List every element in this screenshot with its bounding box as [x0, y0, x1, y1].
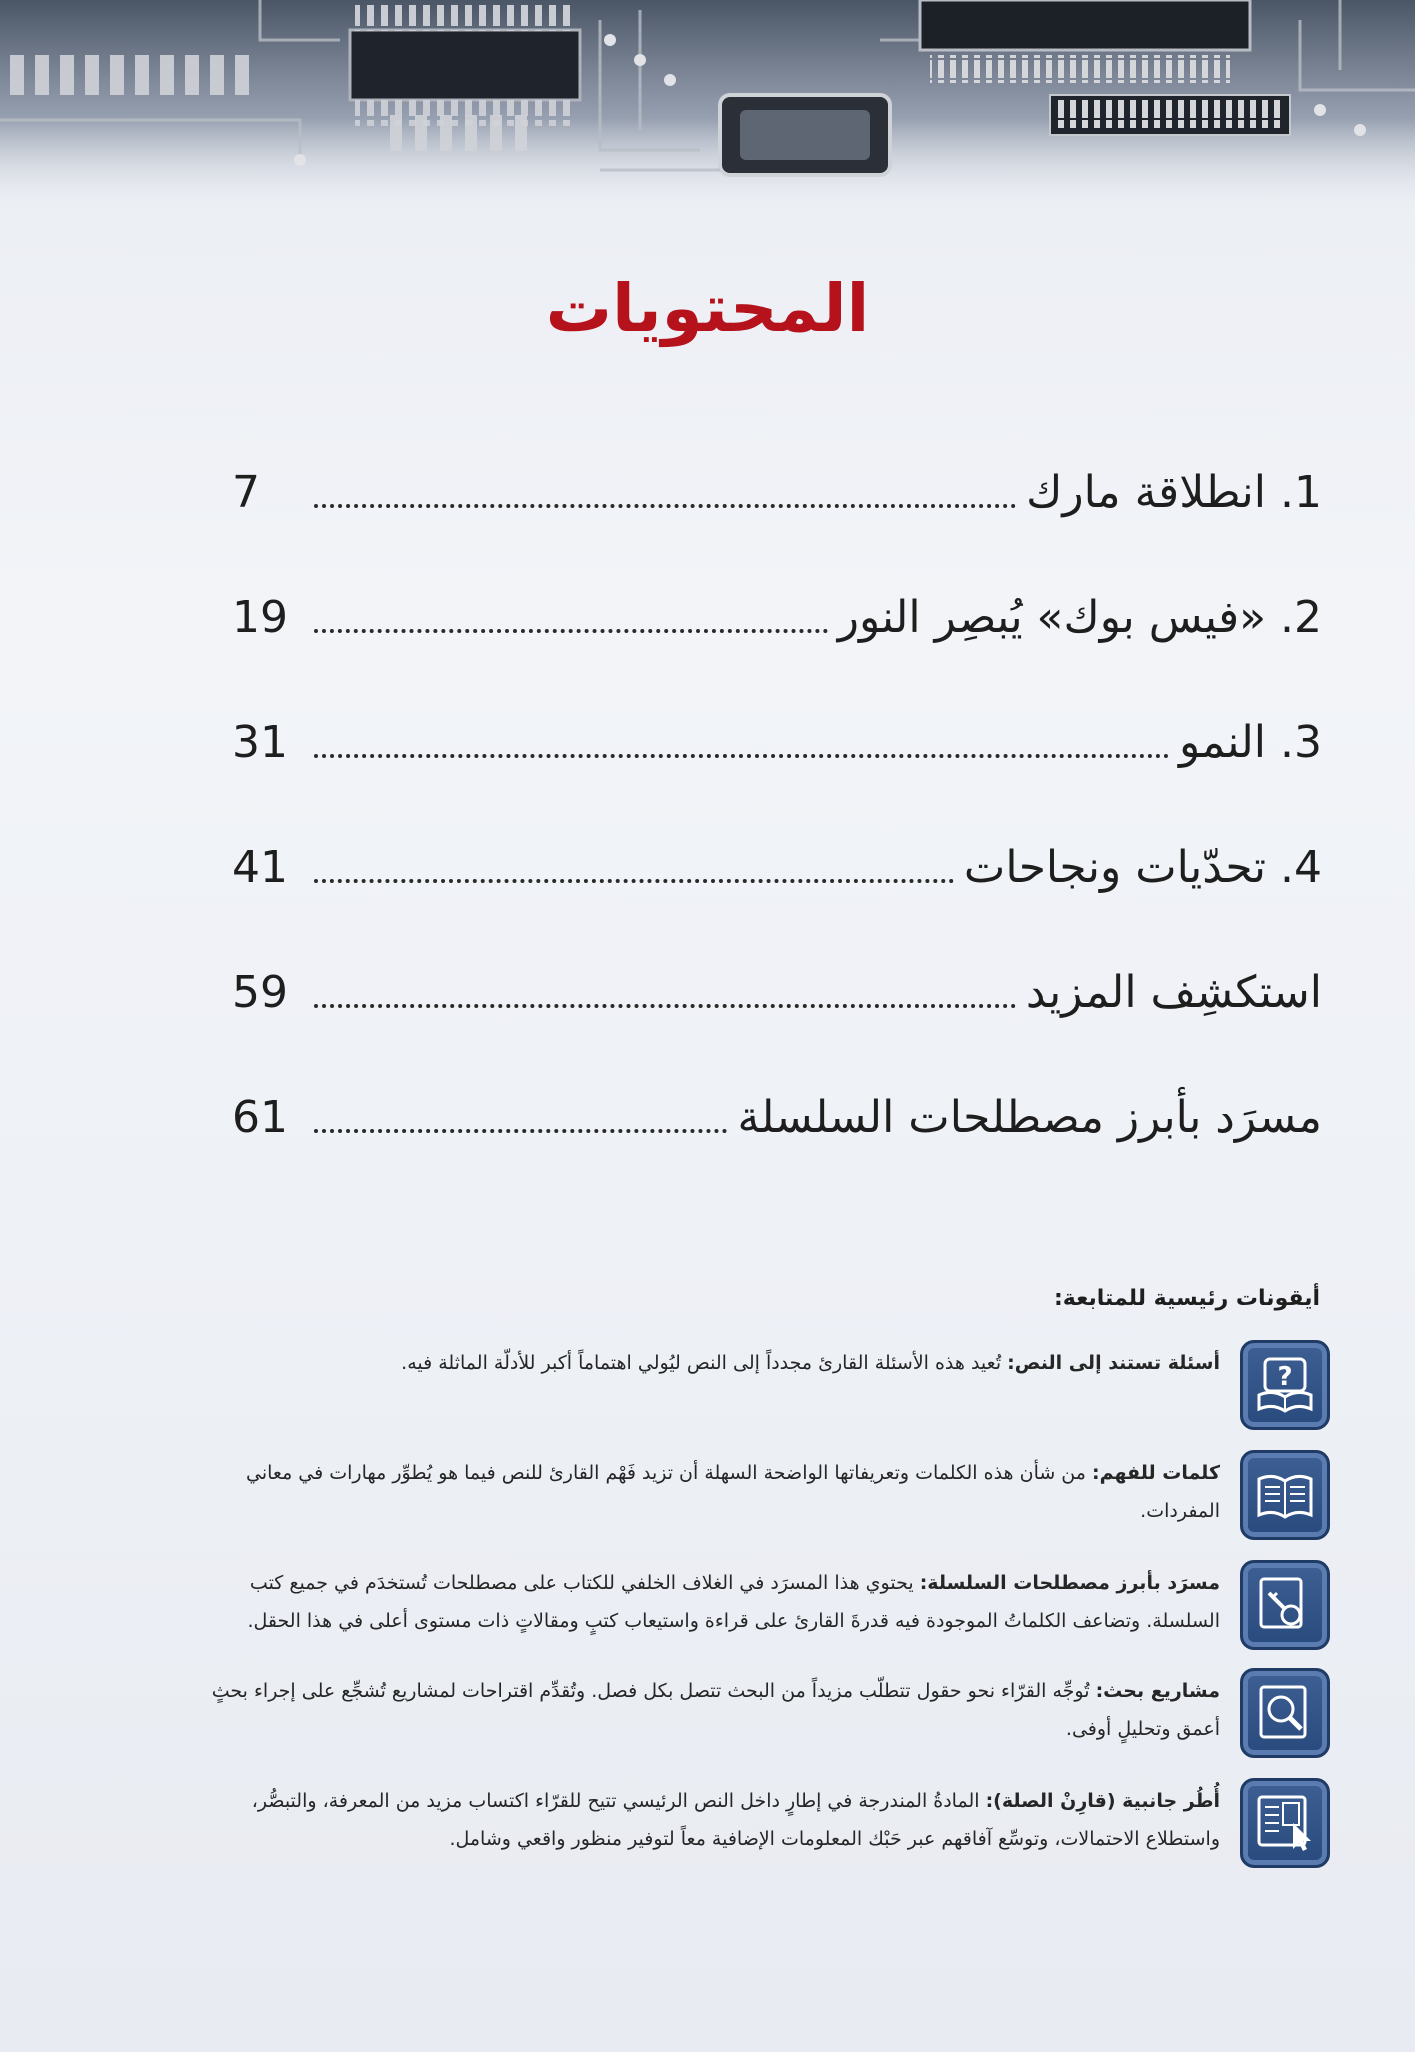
question-book-icon — [1240, 1340, 1330, 1430]
open-book-icon — [1240, 1450, 1330, 1540]
legend-description — [180, 1564, 1220, 1640]
legend-text: تُعيد هذه الأسئلة القارئ مجدداً إلى النص ليُولي اهتماماً أكبر للأدلّة الماثلة فيه. — [401, 1352, 1002, 1374]
circuit-board-image — [0, 0, 1415, 215]
toc-entry-label: استكشِف المزيد — [1025, 967, 1322, 1018]
toc-entry-label: 4. تحدّيات ونجاحات — [963, 842, 1322, 893]
toc-entry[interactable] — [232, 805, 1322, 930]
legend-title: أيقونات رئيسية للمتابعة: — [1053, 1286, 1320, 1311]
toc-entry-page: 61 — [232, 1092, 288, 1143]
magnifier-icon — [1240, 1668, 1330, 1758]
key-icon — [1240, 1560, 1330, 1650]
toc-leader-dots — [314, 1129, 727, 1133]
toc-leader-dots — [314, 1004, 1016, 1008]
legend-description — [180, 1454, 1220, 1530]
toc-entry[interactable] — [232, 430, 1322, 555]
legend-term: أُطُر جانبية (قارِنْ الصلة): — [985, 1790, 1220, 1812]
page-title: المحتويات — [545, 270, 870, 347]
toc-entry[interactable] — [232, 1055, 1322, 1180]
toc-entry-page: 19 — [232, 592, 288, 643]
toc-entry-label: 1. انطلاقة مارك — [1026, 467, 1322, 518]
legend-term: كلمات للفهم: — [1092, 1462, 1220, 1484]
legend-text: المادةُ المندرجة في إطارٍ داخل النص الرئيسي تتيح للقرّاء اكتساب مزيد من المعرفة، والتبصُّر، واستطلاع الاحتمالات، وتوسِّع آفاقهم عبر حَبْك المعلومات الإضافية معاً لتوفير منظور واقعي وشامل. — [251, 1790, 1220, 1850]
toc-leader-dots — [314, 504, 1016, 508]
toc-entry-page: 59 — [232, 967, 288, 1018]
toc-entry-page: 7 — [232, 467, 260, 518]
legend-text: من شأن هذه الكلمات وتعريفاتها الواضحة السهلة أن تزيد فَهْم القارئ للنص فيما هو يُطوِّر مهارات في معاني المفردات. — [246, 1462, 1220, 1522]
toc-leader-dots — [314, 629, 828, 633]
legend-text: يحتوي هذا المسرَد في الغلاف الخلفي للكتاب على مصطلحات تُستخدَم في جميع كتب السلسلة. وتضاعف الكلماتُ الموجودة فيه قدرةَ القارئ على قراءة واستيعاب كتبٍ ومقالاتٍ ذات مستوى أعلى في هذا الحقل. — [247, 1572, 1220, 1632]
legend-term: مشاريع بحث: — [1095, 1680, 1220, 1702]
toc-entry[interactable] — [232, 680, 1322, 805]
toc-entry-label: مسرَد بأبرز مصطلحات السلسلة — [737, 1092, 1322, 1143]
cursor-frame-icon — [1240, 1778, 1330, 1868]
toc-entry-page: 41 — [232, 842, 288, 893]
toc-entry-page: 31 — [232, 717, 288, 768]
table-of-contents — [232, 430, 1322, 1180]
legend-description — [180, 1344, 1220, 1382]
legend-description — [180, 1782, 1220, 1858]
legend-term: أسئلة تستند إلى النص: — [1007, 1352, 1220, 1374]
legend-description — [180, 1672, 1220, 1748]
header-banner — [0, 0, 1415, 215]
toc-entry[interactable] — [232, 930, 1322, 1055]
toc-entry-label: 2. «فيس بوك» يُبصِر النور — [837, 592, 1322, 643]
toc-leader-dots — [314, 879, 954, 883]
toc-entry[interactable] — [232, 555, 1322, 680]
toc-leader-dots — [314, 754, 1169, 758]
legend-text: تُوجِّه القرّاء نحو حقول تتطلّب مزيداً من البحث تتصل بكل فصل. وتُقدِّم اقتراحات لمشاريع تُشجِّع على إجراء بحثٍ أعمق وتحليلٍ أوفى. — [211, 1680, 1220, 1740]
legend-term: مسرَد بأبرز مصطلحات السلسلة: — [919, 1572, 1220, 1594]
toc-entry-label: 3. النمو — [1178, 717, 1322, 768]
svg-text:?: ? — [1277, 1362, 1293, 1392]
